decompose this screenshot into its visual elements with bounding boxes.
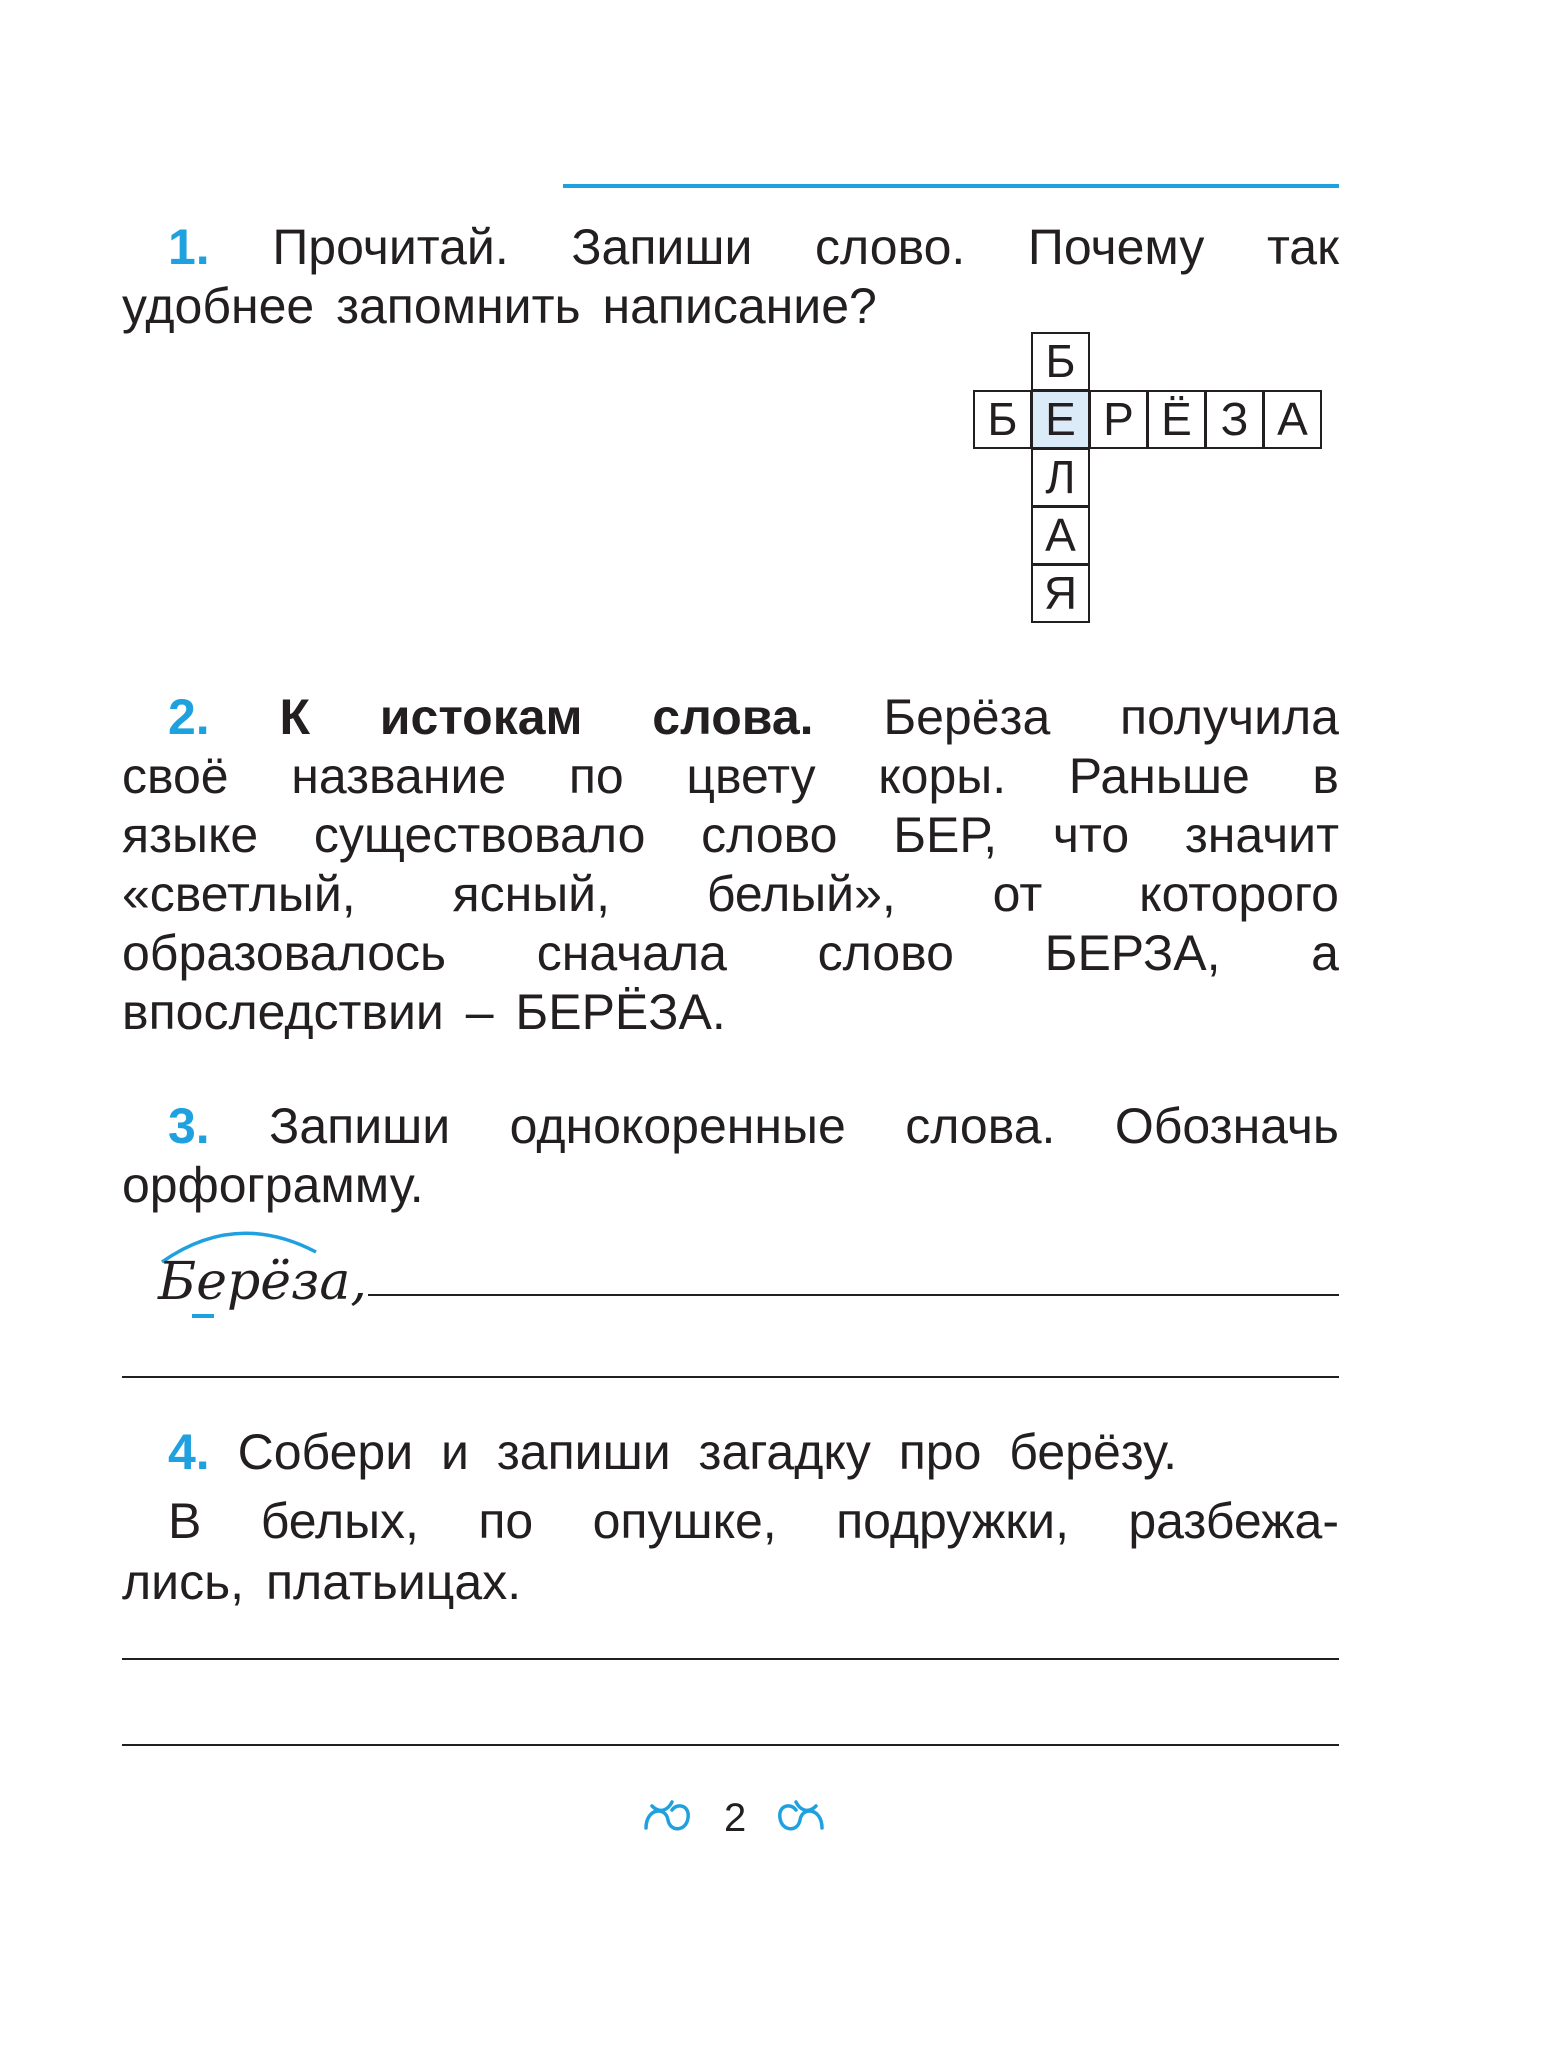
answer-line-2[interactable] [122,1376,1339,1378]
crossword-cell-h3: Ё [1147,390,1206,449]
orthogram-underline [192,1314,214,1318]
task3-number: 3. [168,1098,210,1154]
task2-line6: впоследствии – БЕРЁЗА. [122,984,726,1040]
task3-line1 [168,1097,1339,1156]
task2-line3: языке существовало слово БЕР, что значит [122,807,1339,863]
task2-text-line1: Берёза получила [883,689,1339,745]
task2-line1 [168,688,1339,747]
task1-number: 1. [168,219,210,275]
sample-word: Берёза, [158,1252,367,1312]
task2-line5: образовалось сначала слово БЕРЗА, а [122,925,1339,981]
task2-line4: «светлый, ясный, белый», от которого [122,866,1339,922]
task2-number: 2. [168,689,210,745]
crossword-cell-v3: А [1031,506,1090,565]
task4-number: 4. [168,1424,210,1480]
crossword-cell-v0: Б [1031,332,1090,391]
ornament-left-icon [642,1798,698,1838]
task3-line2: орфограмму. [122,1157,424,1213]
crossword-cell-h0: Б [973,390,1032,449]
page-footer [640,1788,900,1848]
crossword-cell-v4: Я [1031,564,1090,623]
crossword-cell-v2: Л [1031,448,1090,507]
header-rule [563,184,1339,188]
task1-line2 [122,277,877,336]
crossword-cell-h5: А [1263,390,1322,449]
crossword-cell-h2: Р [1089,390,1148,449]
task2-heading: К истокам слова. [279,689,814,745]
answer-line-3[interactable] [122,1658,1339,1660]
answer-line-4[interactable] [122,1744,1339,1746]
task1-line1 [168,218,1339,277]
task4-line1 [168,1423,1177,1482]
task4-line2: В белых, по опушке, подружки, разбежа- [168,1493,1339,1549]
crossword-cell-h4: З [1205,390,1264,449]
ornament-right-icon [770,1798,826,1838]
crossword-cell-h1-shared: Е [1031,390,1090,449]
sample-word-block [150,1218,380,1328]
page-number: 2 [724,1796,747,1840]
task4-text-line1: Собери и запиши загадку про берёзу. [237,1424,1178,1480]
task4-line3: лись, платьицах. [122,1554,522,1610]
task3-text-line1: Запиши однокоренные слова. Обозначь [269,1098,1339,1154]
answer-line-1[interactable] [368,1294,1339,1296]
task1-text-line2: удобнее запомнить написание? [122,278,877,334]
task2-line2: своё название по цвету коры. Раньше в [122,748,1339,804]
task1-text-line1: Прочитай. Запиши слово. Почему так [272,219,1339,275]
